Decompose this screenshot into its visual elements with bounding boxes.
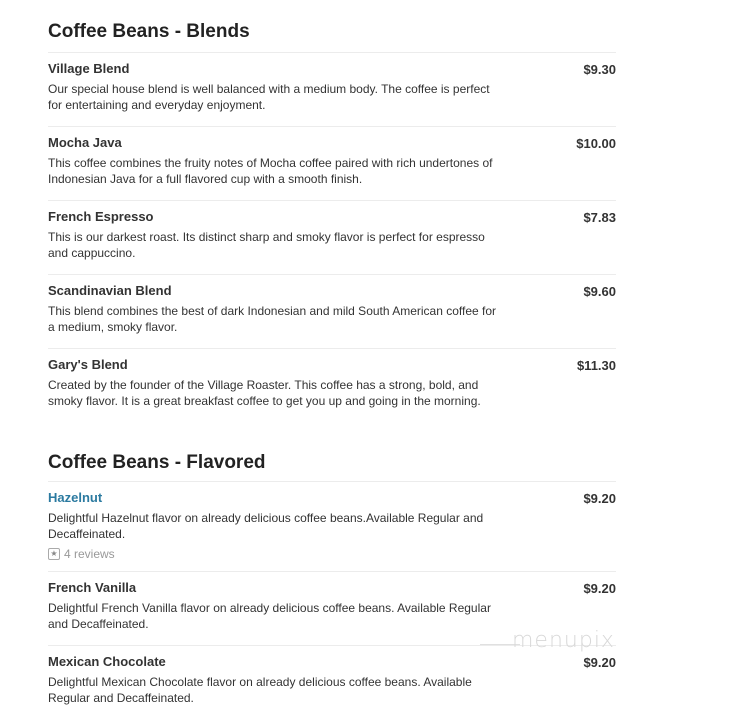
menu-item — [48, 348, 616, 437]
item-price: $10.00 — [576, 136, 616, 151]
section-blends — [48, 19, 616, 437]
item-description: This coffee combines the fruity notes of Mocha coffee paired with rich undertones of Indonesian Java for a full flavored cup with a smooth finish. — [48, 156, 493, 186]
menu-item — [48, 52, 616, 126]
item-description: This blend combines the best of dark Indonesian and mild South American coffee for a medium, smoky flavor. — [48, 304, 497, 334]
item-name: French Vanilla — [48, 580, 137, 595]
item-price: $7.83 — [583, 210, 616, 225]
item-price: $9.60 — [583, 284, 616, 299]
item-name: Mocha Java — [48, 135, 122, 150]
item-description: Delightful Mexican Chocolate flavor on already delicious coffee beans. Available Regular and Decaffeinated. — [48, 675, 472, 705]
menu-item — [48, 481, 616, 571]
item-description: Our special house blend is well balanced with a medium body. The coffee is perfect for entertaining and everyday enjoyment. — [48, 82, 490, 112]
item-description: Delightful Hazelnut flavor on already delicious coffee beans.Available Regular and Decaffeinated. — [48, 511, 484, 541]
item-name: Scandinavian Blend — [48, 283, 172, 298]
item-description: This is our darkest roast. Its distinct sharp and smoky flavor is perfect for espresso and cappuccino. — [48, 230, 485, 260]
item-name: Mexican Chocolate — [48, 654, 166, 669]
item-price: $9.20 — [583, 655, 616, 670]
item-price: $11.30 — [576, 358, 616, 373]
menu-item — [48, 274, 616, 348]
menu-item — [48, 126, 616, 200]
item-name: Gary's Blend — [48, 357, 128, 372]
section-title: Coffee Beans - Flavored — [48, 452, 266, 473]
section-title: Coffee Beans - Blends — [48, 21, 250, 42]
item-description: Delightful French Vanilla flavor on already delicious coffee beans. Available Regular and Decaffeinated. — [48, 601, 491, 631]
menu-item — [48, 645, 616, 719]
section-flavored — [48, 450, 616, 719]
menu-item — [48, 200, 616, 274]
watermark-logo: menupix — [512, 628, 615, 653]
item-name: French Espresso — [48, 209, 154, 224]
item-price: $9.20 — [583, 581, 616, 596]
item-description: Created by the founder of the Village Roaster. This coffee has a strong, bold, and smoky flavor. It is a great breakfast coffee to get you up and going in the morning. — [48, 378, 481, 408]
item-price: $9.30 — [583, 62, 616, 77]
reviews-count[interactable]: 4 reviews — [64, 547, 115, 561]
item-name-link[interactable]: Hazelnut — [48, 490, 103, 505]
star-icon: ★ — [48, 548, 60, 560]
item-name: Village Blend — [48, 61, 130, 76]
reviews-link[interactable] — [48, 546, 616, 562]
item-price: $9.20 — [583, 491, 616, 506]
